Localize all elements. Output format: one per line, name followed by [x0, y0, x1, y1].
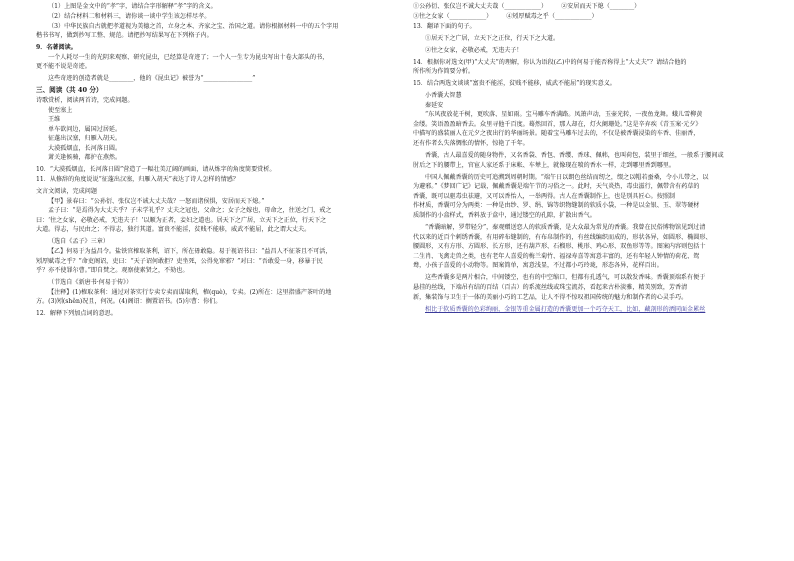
text-line: 13．翻译下面的句子。	[413, 22, 476, 30]
text-line: 肘后之下的腰带上，官宦人家还系于床帐、车辇上，就像现在喷的香水一样，走到哪里香到哪里。	[413, 161, 676, 169]
q12-row-1	[413, 2, 763, 12]
text-line: 悬挂的丝线，下端吊有结的百结（百吉）的系流丝线或珠宝流苏，看起来古朴淡雅，精美别致，芳香清	[413, 283, 688, 291]
q12-item: ④矧厚赋毒之乎（____________）	[506, 12, 598, 20]
text-line: 更不能不说是奇迹。	[36, 63, 91, 71]
q12-item: ①公孙衍、张仪岂不诚大丈夫哉（____________）	[413, 3, 548, 11]
text-line: 三、阅读（共 40 分）	[36, 86, 103, 95]
text-line: 腰圆形，又有方形、方圆形、长方形，还有葫芦形、石榴形、桃形、鸡心形、双鱼形等等。图案内容则包括十	[413, 243, 706, 251]
text-line: （选自《孟子》三章）	[48, 238, 109, 246]
text-line: 所作所为作简要分析。	[413, 68, 474, 76]
text-line: ①居天下之广居，立天下之正位，行天下之大道。	[425, 34, 560, 42]
text-line: 9．名著阅读。	[36, 44, 77, 52]
q12-row-2	[413, 12, 763, 22]
text-line: 使至塞上	[48, 106, 73, 114]
text-line: 矧厚赋毒之乎？”命吏阁诏，吏曰：“天子诏何敢拒？吏坐死，公得免窜邪？”对曰：“吾敢爱一身，移暴于民	[36, 257, 323, 265]
text-line: 中国人佩戴香囊的历史可追溯到周朝时期。“端午日以朗色丝结而纫之，缀之以帽若蚕桑，令小儿带之，以	[425, 173, 709, 181]
text-line: 15．结合两选文谈谈“富贵不能淫，贫贱不能移，威武不能屈”的现实意义。	[413, 80, 616, 88]
text-line: 乎？亦不使罪尔曹。”即自焚之。观察使素贤之，不劾也。	[36, 267, 189, 275]
text-line: 二生肖、飞禽走兽之类，也有老年人喜爱的梅兰菊竹、福禄寿喜等寓意丰富的，还有年轻人钟情的荷花、鸳	[413, 252, 700, 260]
text-line: 【注释】(1)榷取茶利：通过对茶实行专卖专卖而谋取利，榷(què)，专卖。(2)所在：这里指盛产茶叶的地	[48, 288, 332, 296]
text-line: （2）结合材料二和材料三，请你谈一谈中学生该怎样尽孝。	[48, 12, 211, 20]
text-line: 代以来的近百个刺绣香囊，有用碎布缝制的，有布帛制作的，有丝线编织而成的，形状各异，如圆形、椭圆形、	[413, 233, 712, 241]
text-line: 小香囊大智慧	[425, 92, 462, 100]
text-line: 质制作的小盒样式，香料放于盒中，通过镂空的孔隙，扩散出香气。	[413, 212, 596, 219]
text-line: 10．“大漠孤烟直，长河落日圆”营造了一幅壮美辽阔的画面，请从炼字的角度简要赏析。	[36, 166, 276, 174]
text-line: 香囊，古人最喜爱的随身物件，又名香袋、香包、香缨、香球、佩帏，也叫荷包，装里于细丝，一般系于腰间或	[425, 152, 724, 160]
text-line: 秦延安	[425, 101, 444, 109]
q12-item: ②安居而天下熄（________）	[561, 3, 641, 11]
text-line: 一个人耗尽一生的光阴来观察、研究昆虫，已经算是奇迹了；一个人一生专为昆虫写出十卷大部头的书，	[48, 53, 329, 61]
text-line: 诗歌赏析，阅读两首诗，完成问题。	[36, 96, 134, 104]
text-line: “香囊暗解，罗带轻分”，秦观赠送恋人的软质香囊，是大众最为常见的香囊。我曾在民俗博物馆见到过清	[425, 223, 706, 231]
text-line: 作材质，香囊可分为两类：一种是由纱、罗、绢、锦等织物缝制的软质小袋，一种是以金银、玉、翠等硬材	[413, 202, 700, 210]
text-line: （3）中华民族自古就把孝道视为美德之首，立身之本、齐家之宝、治国之道。请你根据材料一中的五个字用	[48, 22, 339, 30]
text-line: 征蓬出汉塞，归雁入胡天。	[48, 135, 122, 143]
right-column	[413, 0, 763, 314]
text-line: 11．从修辞的角度说说“征蓬出汉塞，归雁入胡天”表达了诗人怎样的情感？	[36, 176, 239, 184]
text-line: 这些奇迹的创造者就是________，他的《昆虫记》被誉为“________________”	[48, 75, 256, 83]
text-line: 14．根据你对选文(甲)“大丈夫”的理解，你认为语段(乙)中的何易于能否称得上“大丈夫”？请结合他的	[413, 58, 687, 66]
text-line: 这些香囊多是两片相合，中间镂空，也有的中空缩口，但都有孔透气，可以散发香味。香囊顶端系有便于	[425, 274, 706, 282]
text-line: 文言文阅读，完成问题	[36, 188, 97, 196]
text-line: 大漠孤烟直，长河落日圆。	[48, 144, 122, 152]
text-line: 王维	[48, 116, 61, 124]
text-line: 金缕。笑语盈盈暗香去。众里寻他千百度。蓦然回首，那人却在，灯火阑珊处。”这是辛弃疾《青玉案·元夕》	[413, 120, 702, 128]
text-line: 【甲】景春曰：“公孙衍、张仪岂不诚大丈夫哉？一怒而诸侯惧，安居而天下熄。”	[48, 197, 265, 205]
text-line: 【乙】何易于为益昌令。盐铁官榷取茶利，诏下，所在毋敢隐。易于视诏书曰：“益昌人不征茶且不可活，	[48, 247, 332, 255]
q12-item: ③往之女家（____________）	[413, 12, 493, 20]
text-line: 为避邪。”《梦回广记》记载，佩戴香囊是端午节的习俗之一。此时，天气炎热，毒虫滋行，佩带含有药草的	[413, 183, 700, 191]
text-line: ②往之女家，必敬必戒，无违夫子！	[425, 46, 523, 54]
text-line: （节选自《新唐书·何易于传》）	[48, 279, 133, 287]
text-line: 鸯，小孩子喜爱的小动物等。图案简单，寓意浅显，不过都小巧玲珑，形态各异，花样百出。	[413, 262, 663, 270]
text-line: 12．解释下列加点词的意思。	[36, 310, 117, 318]
text-line: （1）上图是金文中的“孝”字，请结合字形解释“孝”字的含义。	[48, 3, 217, 11]
text-line: 中描写的盛装丽人在元夕之夜出行的华丽场景。随着宝马雕车过去的，不仅是被香囊浸染的车香、佳丽香，	[413, 130, 700, 138]
text-line: “东风夜放花千树，更吹落、星如雨。宝马雕车香满路。凤箫声动，玉壶光转，一夜鱼龙舞。蛾儿雪柳黄	[425, 111, 703, 119]
text-line: 香囊，既可以驱毒虫祛避，又可以香怡人，一举两得。古人在香囊制作上，也是别具匠心。按照制	[413, 192, 676, 200]
text-line: 楷书书写，做到抄写工整、规范。请把抄写结果写在下列格子内。	[36, 32, 213, 40]
text-line: 曰：‘往之女家，必敬必戒，无违夫子！’以顺为正者，妾妇之道也。居天下之广居，立天下之正位，行天下之	[36, 216, 327, 224]
text-line: 大道。得志，与民由之；不得志，独行其道。富贵不能淫，贫贱不能移，威武不能屈，此之谓大丈夫。	[36, 226, 311, 234]
text-line: 方。(3)矧(shěn)况且，何况。(4)阁诏：搁置诏书。(5)尔曹：你们。	[36, 298, 222, 306]
text-line: 新，集装饰与卫生于一体的美丽小巧的工艺品，让人不得不惊叹祖国传统的魅力和制作者的心灵手巧。	[413, 293, 688, 301]
text-line: 孟子曰：“是焉得为大丈夫乎？子未学礼乎？丈夫之冠也，父命之；女子之嫁也，母命之，往送之门，戒之	[48, 207, 332, 215]
left-column	[36, 0, 396, 319]
text-line: 相比于软质香囊的色彩绚丽，金银等重金属打造的香囊更加一个巧夺天工，比如，藏剖形的洒同面金累丝	[425, 305, 706, 313]
text-line: 萧关逢候骑，都护在燕然。	[48, 154, 122, 162]
text-line: 还有作者么失落惆怅的情怀，惊艳了千年。	[413, 140, 529, 148]
text-line: 单车欲问边，属国过居延。	[48, 125, 122, 133]
